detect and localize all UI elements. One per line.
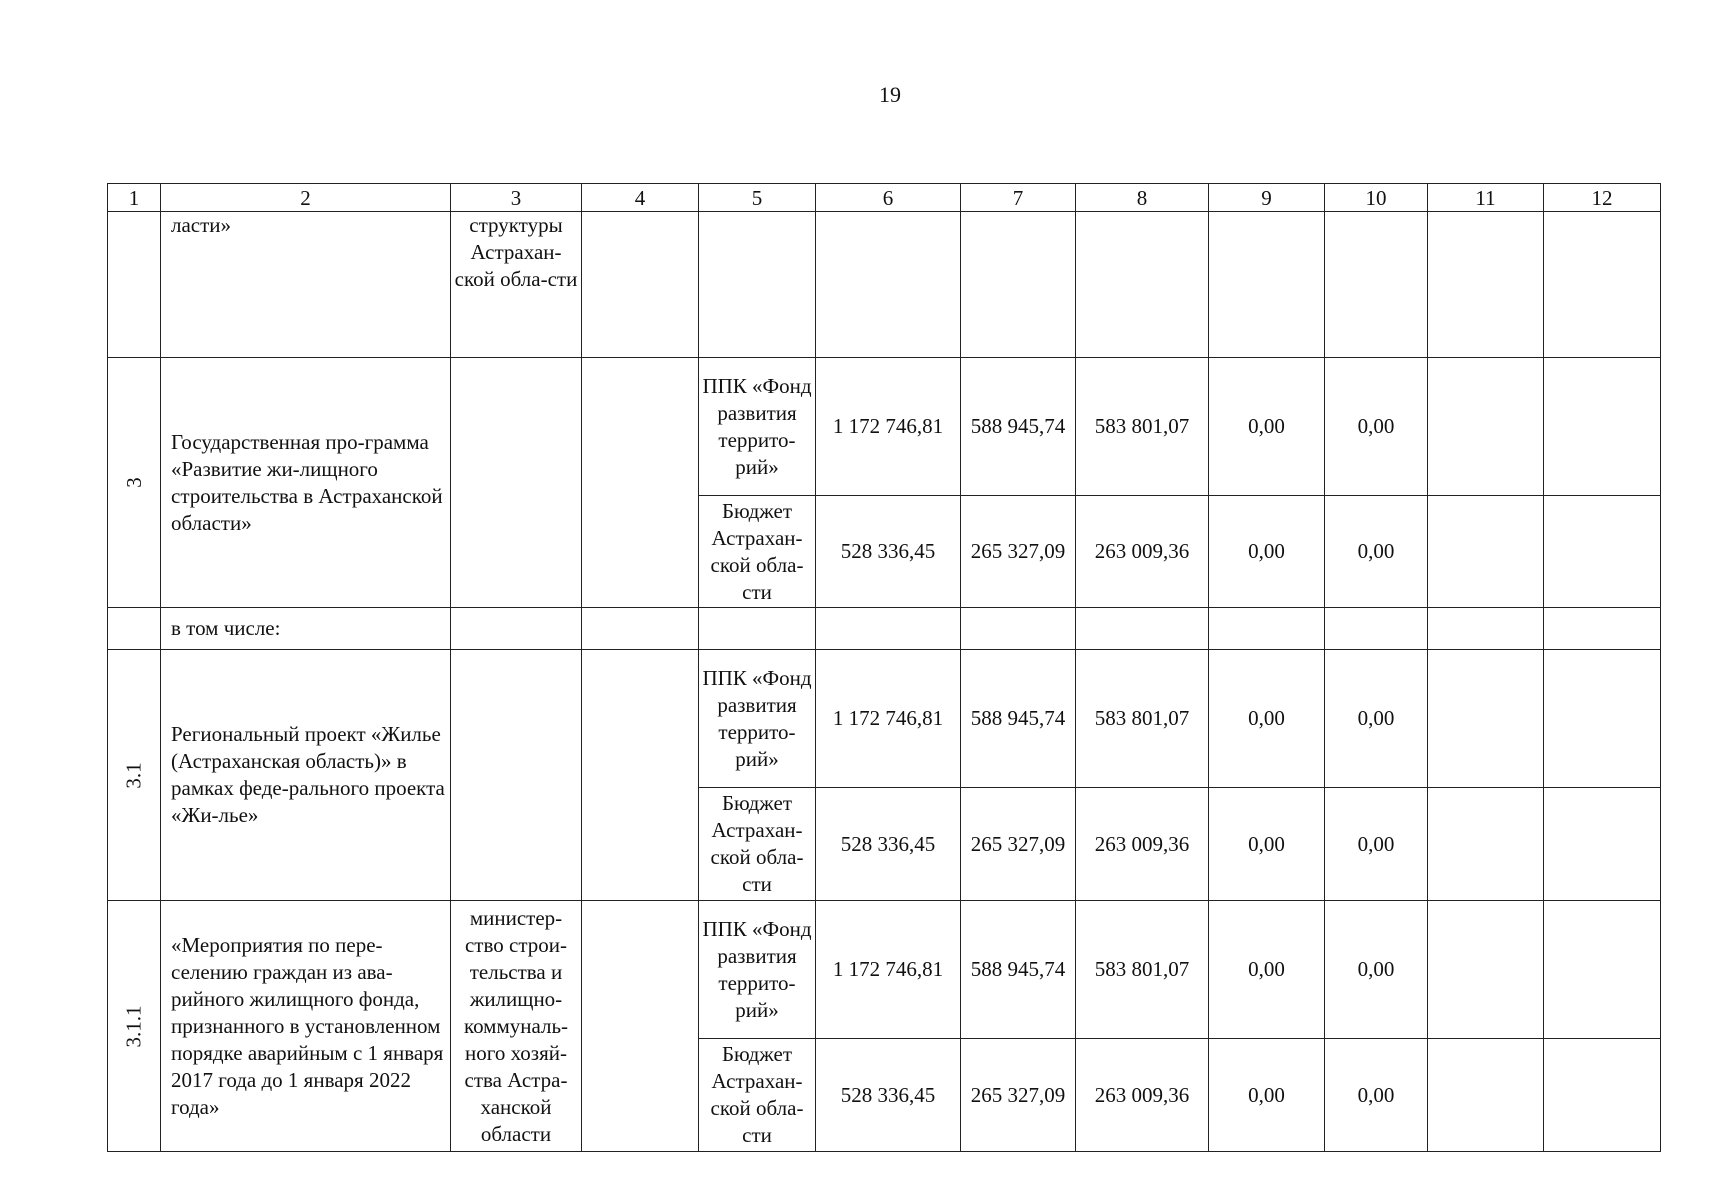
value-cell: 1 172 746,81 [816, 901, 961, 1039]
column-header: 1 [108, 184, 161, 212]
column-header: 8 [1076, 184, 1209, 212]
value-cell: 0,00 [1209, 358, 1325, 496]
value-cell: 0,00 [1325, 358, 1428, 496]
column-header: 6 [816, 184, 961, 212]
value-cell: 0,00 [1325, 901, 1428, 1039]
item-name: Государственная про-грамма «Развитие жи-лищного строительства в Астраханской области» [161, 358, 451, 608]
value-cell: 528 336,45 [816, 496, 961, 608]
value-cell: 0,00 [1209, 650, 1325, 788]
value-cell: 583 801,07 [1076, 901, 1209, 1039]
value-cell: 0,00 [1325, 1039, 1428, 1152]
funding-source: Бюджет Астрахан-ской обла-сти [699, 1039, 816, 1152]
value-cell: 263 009,36 [1076, 496, 1209, 608]
value-cell: 0,00 [1209, 496, 1325, 608]
value-cell: 263 009,36 [1076, 1039, 1209, 1152]
value-cell: 0,00 [1325, 650, 1428, 788]
executor-continued: структуры Астрахан-ской обла-сти [451, 212, 582, 358]
value-cell: 588 945,74 [961, 650, 1076, 788]
value-cell: 265 327,09 [961, 1039, 1076, 1152]
column-header: 2 [161, 184, 451, 212]
value-cell: 0,00 [1209, 788, 1325, 901]
column-header: 10 [1325, 184, 1428, 212]
value-cell: 0,00 [1209, 901, 1325, 1039]
column-header: 9 [1209, 184, 1325, 212]
column-header: 4 [582, 184, 699, 212]
table-row [108, 608, 1661, 650]
value-cell: 583 801,07 [1076, 650, 1209, 788]
value-cell: 0,00 [1325, 496, 1428, 608]
item-name-continued: ласти» [161, 212, 451, 358]
table-row [108, 901, 1661, 1039]
column-header: 5 [699, 184, 816, 212]
value-cell: 0,00 [1325, 788, 1428, 901]
value-cell: 1 172 746,81 [816, 358, 961, 496]
table-row [108, 358, 1661, 496]
value-cell: 528 336,45 [816, 1039, 961, 1152]
column-header: 11 [1428, 184, 1544, 212]
page-number: 19 [879, 82, 901, 107]
value-cell: 588 945,74 [961, 358, 1076, 496]
executor: министер-ство строи-тельства и жилищно-коммуналь-ного хозяй-ства Астра-ханской области [451, 901, 582, 1152]
funding-source: ППК «Фонд развития террито-рий» [699, 358, 816, 496]
value-cell: 1 172 746,81 [816, 650, 961, 788]
value-cell: 265 327,09 [961, 496, 1076, 608]
value-cell: 588 945,74 [961, 901, 1076, 1039]
row-number: 3.1.1 [108, 901, 161, 1152]
value-cell: 265 327,09 [961, 788, 1076, 901]
header-row [108, 184, 1661, 212]
column-header: 12 [1544, 184, 1661, 212]
funding-source: Бюджет Астрахан-ской обла-сти [699, 496, 816, 608]
funding-source: ППК «Фонд развития террито-рий» [699, 650, 816, 788]
column-header: 7 [961, 184, 1076, 212]
row-number: 3.1 [108, 650, 161, 901]
column-header: 3 [451, 184, 582, 212]
budget-table [107, 183, 1661, 1152]
value-cell: 263 009,36 [1076, 788, 1209, 901]
funding-source: ППК «Фонд развития террито-рий» [699, 901, 816, 1039]
item-name: «Мероприятия по пере-селению граждан из ава-рийного жилищного фонда, признанного в установленном порядке аварийным с 1 января 2017 года до 1 января 2022 года» [161, 901, 451, 1152]
table-row [108, 212, 1661, 358]
value-cell: 0,00 [1209, 1039, 1325, 1152]
row-number: 3 [108, 358, 161, 608]
value-cell: 528 336,45 [816, 788, 961, 901]
item-name: Региональный проект «Жилье (Астраханская область)» в рамках феде-рального проекта «Жи-лье» [161, 650, 451, 901]
funding-source: Бюджет Астрахан-ской обла-сти [699, 788, 816, 901]
value-cell: 583 801,07 [1076, 358, 1209, 496]
table-row [108, 650, 1661, 788]
including-label: в том числе: [161, 608, 451, 650]
